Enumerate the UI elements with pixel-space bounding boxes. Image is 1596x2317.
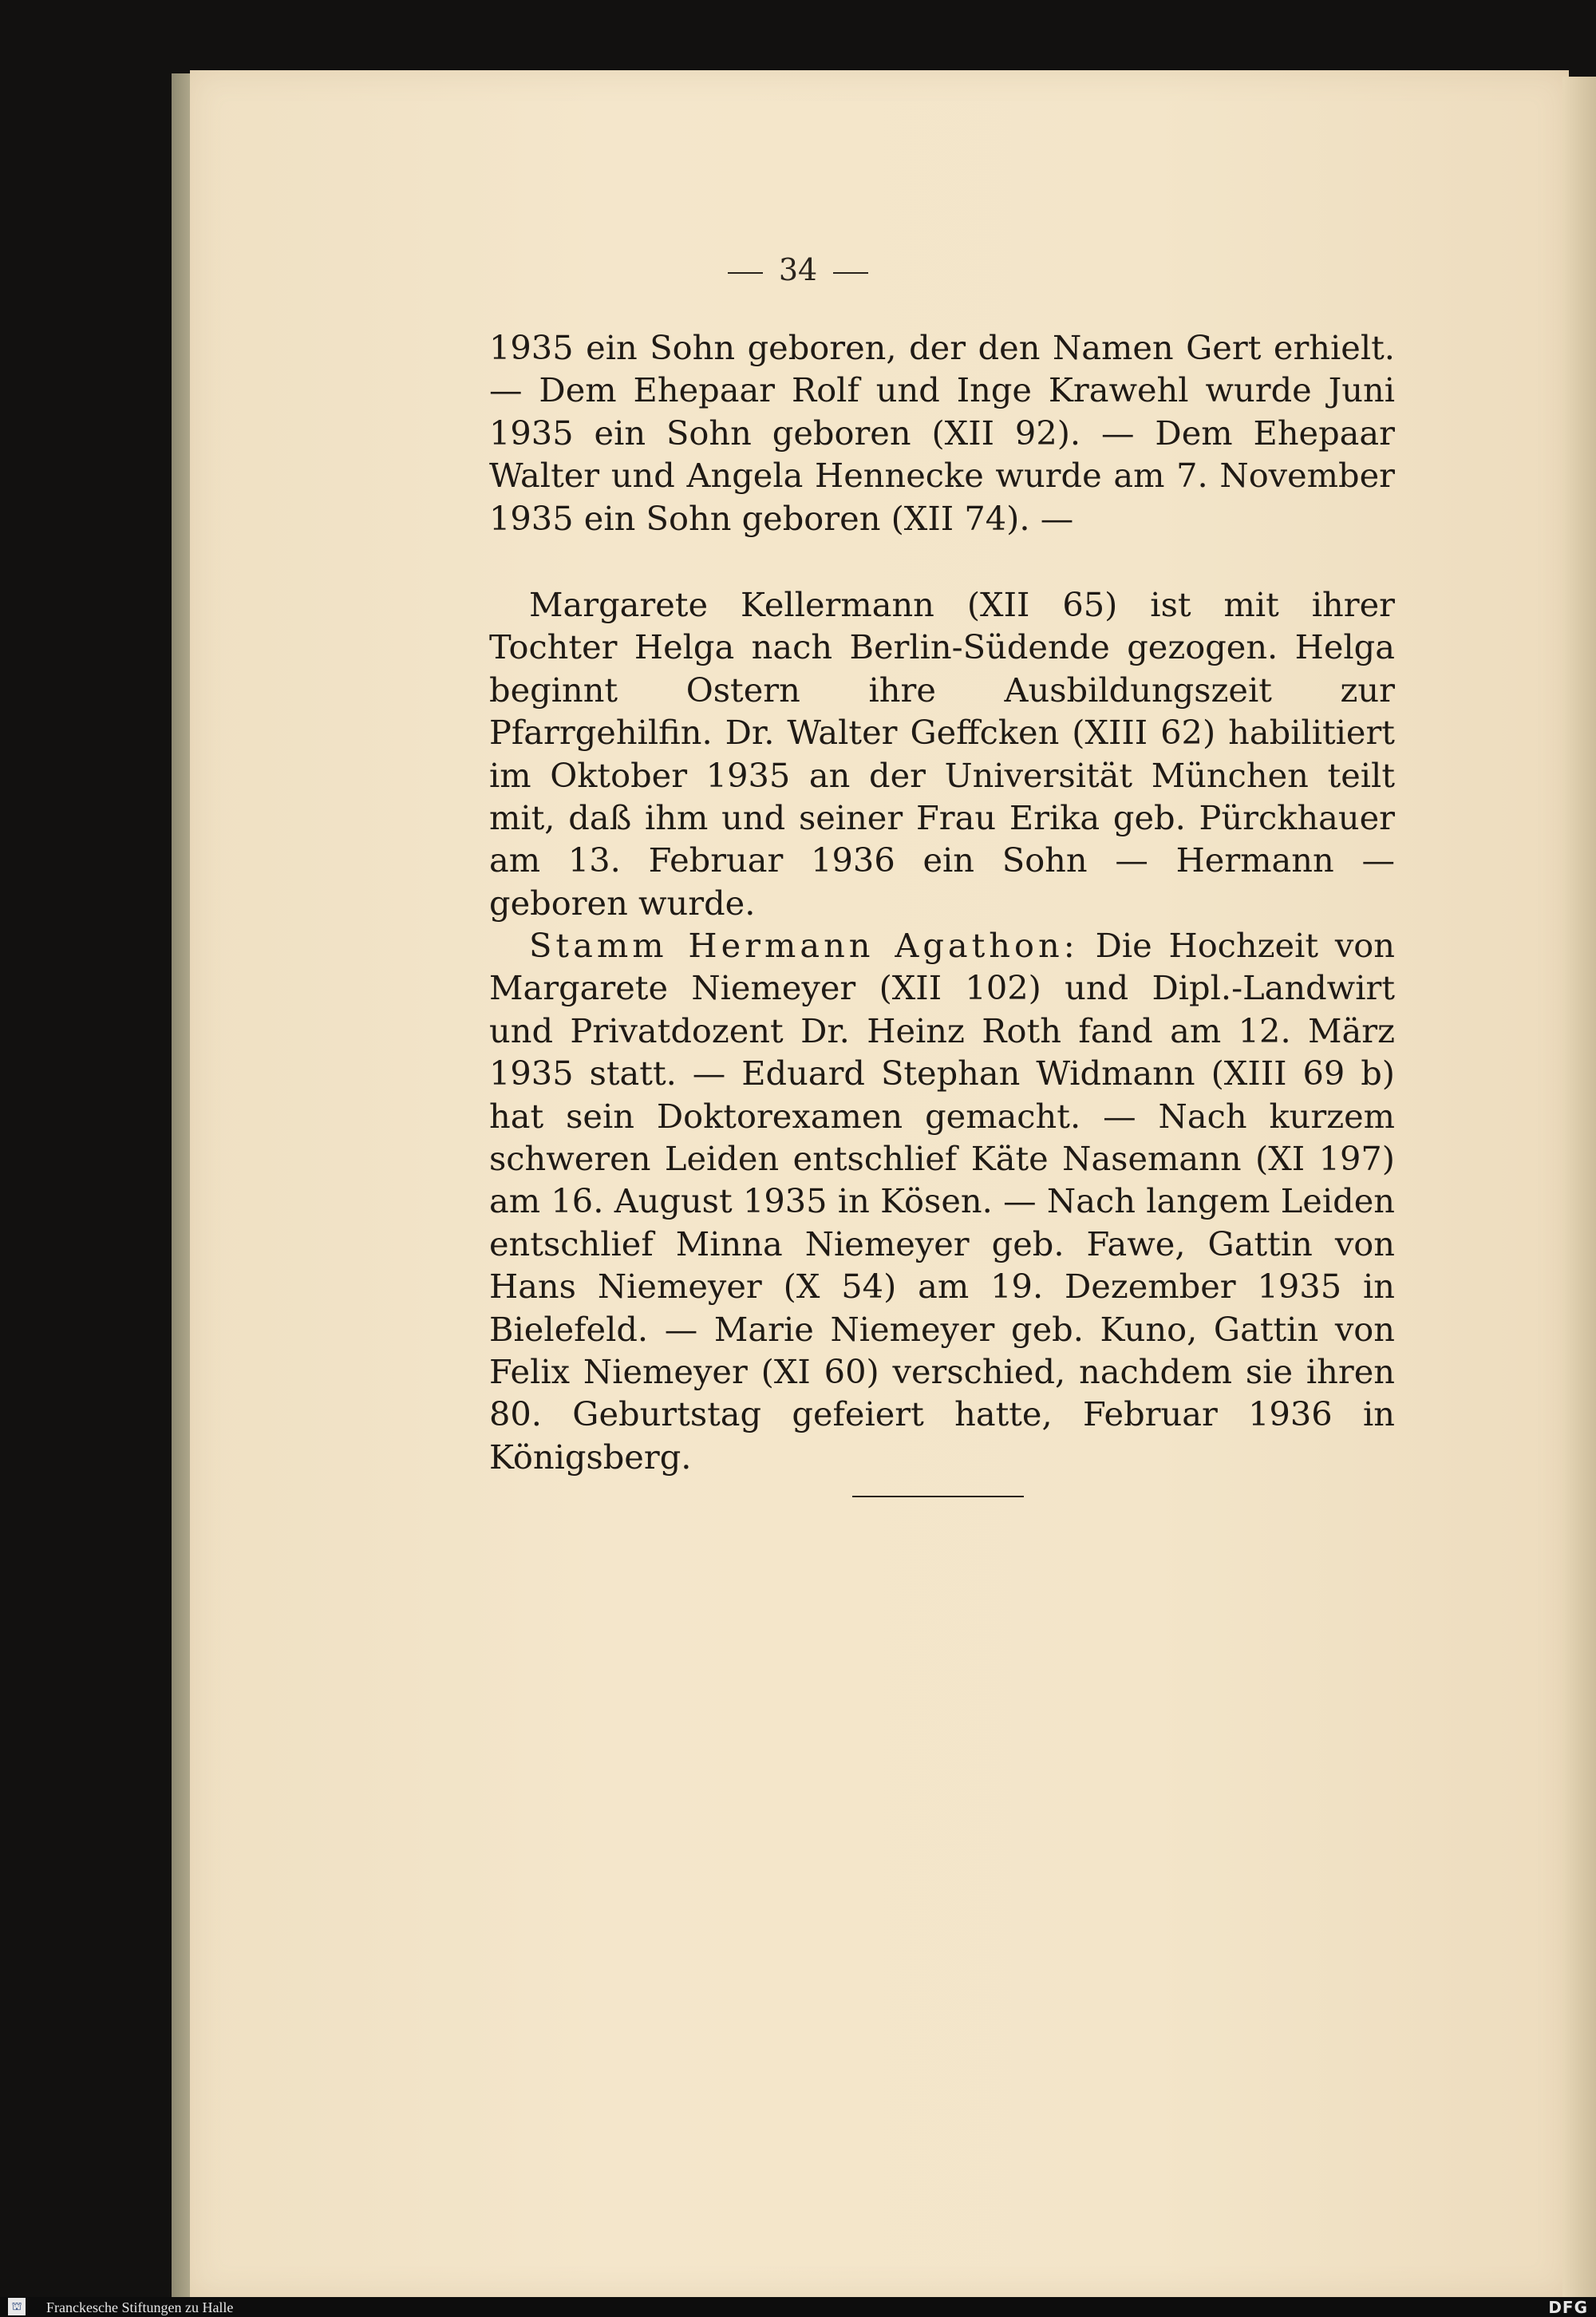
paragraph-text: 1935 ein Sohn geboren, der den Namen Gert erhielt. — Dem Ehepaar Rolf und Inge Krawehl wurde Juni 1935 ein Sohn geboren (XII 92). — Dem Ehepaar Walter und Angela Hennecke wurde am 7. November 1935 ein Sohn geboren (XII 74). — — [489, 328, 1395, 538]
page-number-dash-right — [833, 272, 868, 274]
paragraph-text: Margarete Kellermann (XII 65) ist mit ihrer Tochter Helga nach Berlin-Südende gezogen. Helga beginnt Ostern ihre Ausbildungszeit zur Pfarrgehilfin. Dr. Walter Geffcken (XIII 62) habilitiert im Oktober 1935 an der Universität München teilt mit, daß ihm und seiner Frau Erika geb. Pürckhauer am 13. Februar 1936 ein Sohn — Hermann — geboren wurde. — [489, 585, 1395, 923]
paragraph-text — [489, 924, 1395, 1478]
page-number-dash-left — [728, 272, 763, 274]
dfg-logo: DFG — [1548, 2298, 1588, 2317]
section-divider — [852, 1496, 1024, 1497]
paragraph-births — [489, 326, 1395, 540]
paragraph-kellermann — [489, 583, 1395, 924]
viewer-footer — [0, 2297, 1596, 2317]
institution-name: Franckesche Stiftungen zu Halle — [46, 2299, 234, 2315]
page-number — [0, 252, 1596, 287]
paragraph-stamm-hermann-agathon — [489, 924, 1395, 1478]
institution-logo-icon: ⛫ — [8, 2298, 26, 2315]
page-edge-right — [1562, 77, 1596, 2303]
section-body: Die Hochzeit von Margarete Niemeyer (XII 102) und Dipl.-Landwirt und Privatdozent Dr. Heinz Roth fand am 12. März 1935 statt. — Eduard Stephan Widmann (XIII 69 b) hat sein Doktorexamen gemacht. — Nach kurzem schweren Leiden entschlief Käte Nasemann (XI 197) am 16. August 1935 in Kösen. — Nach langem Leiden entschlief Minna Niemeyer geb. Fawe, Gattin von Hans Niemeyer (X 54) am 19. Dezember 1935 in Bielefeld. — Marie Niemeyer geb. Kuno, Gattin von Felix Niemeyer (XI 60) verschied, nachdem sie ihren 80. Geburtstag gefeiert hatte, Februar 1936 in Königsberg. — [489, 926, 1396, 1477]
page-number-value: 34 — [778, 252, 818, 287]
section-lead: Stamm Hermann Agathon: — [529, 926, 1079, 965]
